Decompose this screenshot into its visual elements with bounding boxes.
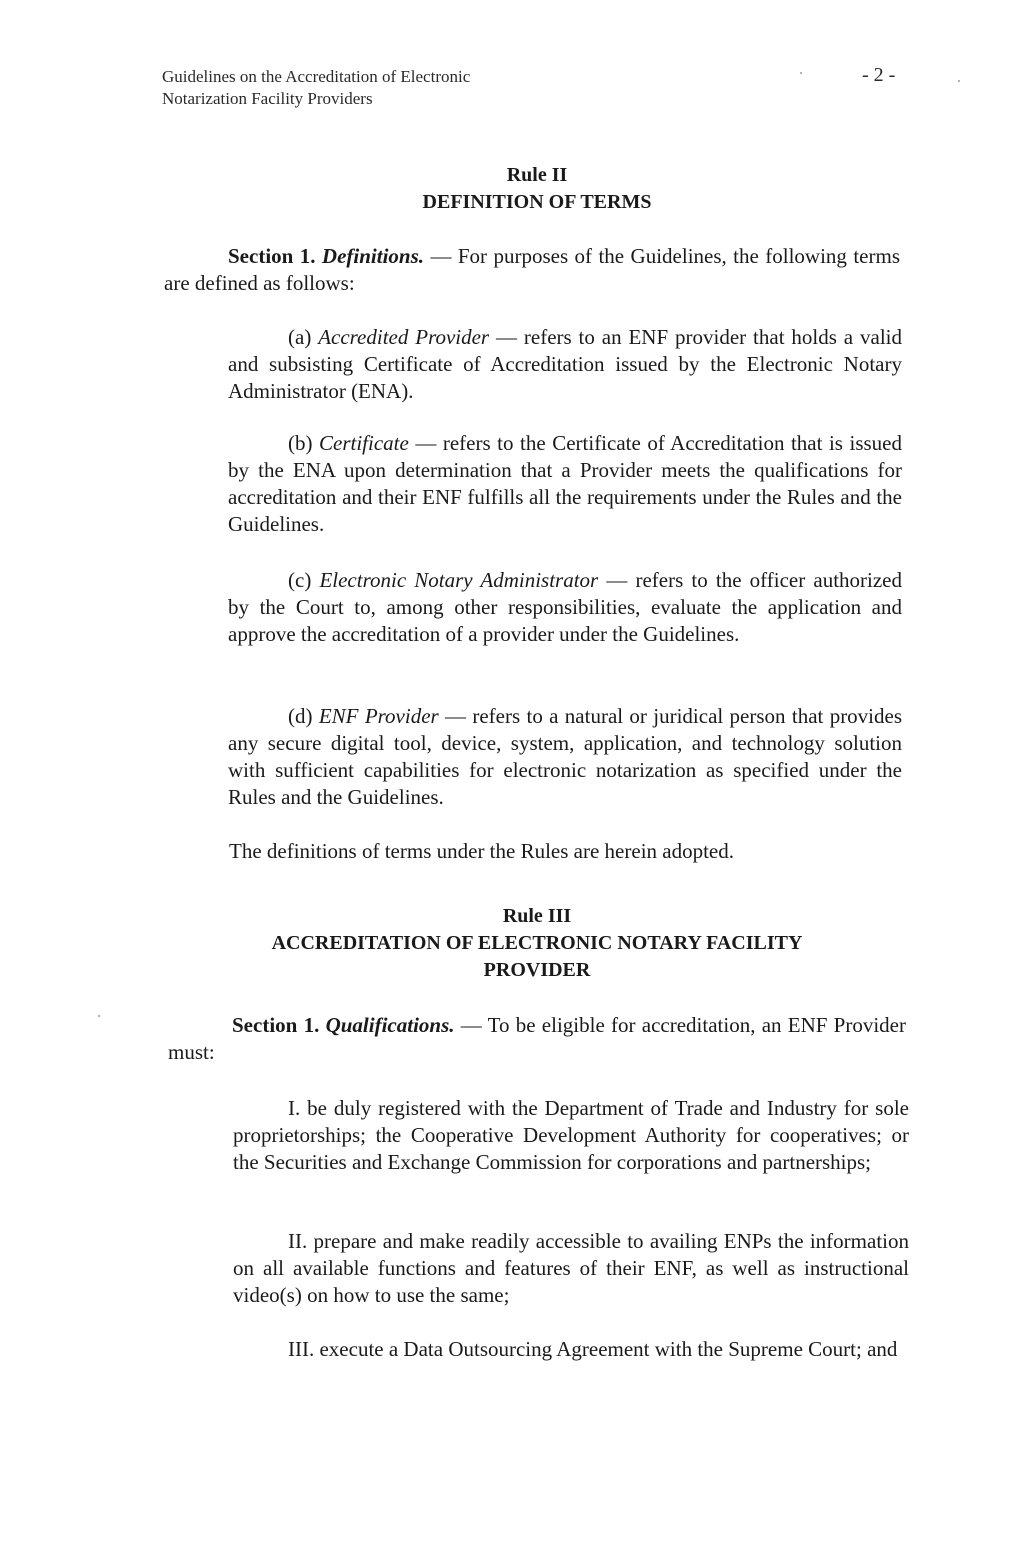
requirement-3: [233, 1336, 909, 1363]
definition-a: [228, 324, 902, 405]
scan-speck: [958, 80, 960, 82]
section-name: Qualifications.: [325, 1013, 455, 1037]
definition-letter: (c): [288, 568, 320, 592]
definition-term: Certificate: [319, 431, 409, 455]
rule-3-subtitle-line-1: ACCREDITATION OF ELECTRONIC NOTARY FACILITY: [271, 932, 803, 954]
definition-letter: (d): [288, 704, 319, 728]
definition-text: — refers to the Certificate of Accreditation that is issued by the ENA upon determination that a Provider meets the qualifications for accreditation and their ENF fulfills all the requirements under the Rules and the Guidelines.: [228, 431, 902, 536]
requirement-numeral: I.: [288, 1096, 308, 1120]
requirement-text: prepare and make readily accessible to availing ENPs the information on all available functions and features of their ENF, as well as instructional video(s) on how to use the same;: [233, 1229, 909, 1307]
requirement-numeral: III.: [288, 1337, 320, 1361]
rule-3-section-1: [168, 1012, 906, 1066]
rule-3-title: Rule III: [502, 905, 572, 927]
requirement-text: be duly registered with the Department of Trade and Industry for sole proprietorships; the Cooperative Development Authority for cooperatives; or the Securities and Exchange Commission for corporations and partnerships;: [233, 1096, 909, 1174]
definition-term: Electronic Notary Administrator: [319, 568, 599, 592]
scan-speck: [800, 72, 802, 74]
definition-letter: (a): [288, 325, 319, 349]
definitions-closing: The definitions of terms under the Rules are herein adopted.: [229, 839, 735, 863]
definition-c: [228, 567, 902, 648]
section-name: Definitions.: [321, 244, 425, 268]
running-header-line-2: Notarization Facility Providers: [162, 89, 373, 108]
definition-term: ENF Provider: [318, 704, 439, 728]
definition-text: — refers to the officer authorized by the Court to, among other responsibilities, evaluate the application and approve the accreditation of a provider under the Guidelines.: [228, 568, 903, 646]
definition-term: Accredited Provider: [318, 325, 490, 349]
section-text: — For purposes of the Guidelines, the following terms are defined as follows:: [164, 244, 901, 295]
rule-3-subtitle-line-2: PROVIDER: [483, 959, 591, 981]
requirement-numeral: II.: [288, 1229, 314, 1253]
requirement-2: [233, 1228, 909, 1309]
rule-2-subtitle: DEFINITION OF TERMS: [422, 191, 652, 213]
rule-2-title: Rule II: [506, 164, 568, 186]
requirement-1: [233, 1095, 909, 1176]
section-label: Section 1.: [232, 1013, 320, 1037]
section-text: — To be eligible for accreditation, an ENF Provider must:: [168, 1013, 906, 1064]
definition-text: — refers to a natural or juridical person that provides any secure digital tool, device, system, application, and technology solution with sufficient capabilities for electronic notarization as specified under the Rules and the Guidelines.: [228, 704, 903, 809]
running-header: [162, 66, 470, 110]
section-label: Section 1.: [228, 244, 316, 268]
rule-2-section-1: [164, 243, 900, 297]
page-number: - 2 -: [862, 64, 896, 86]
running-header-line-1: Guidelines on the Accreditation of Electronic: [162, 67, 471, 86]
definition-text: — refers to an ENF provider that holds a valid and subsisting Certificate of Accreditation issued by the Electronic Notary Administrator (ENA).: [228, 325, 902, 403]
definition-d: [228, 703, 902, 811]
requirement-text: execute a Data Outsourcing Agreement with the Supreme Court; and: [319, 1337, 898, 1361]
scan-speck: [98, 1015, 100, 1017]
definition-b: [228, 430, 902, 538]
definition-letter: (b): [288, 431, 320, 455]
